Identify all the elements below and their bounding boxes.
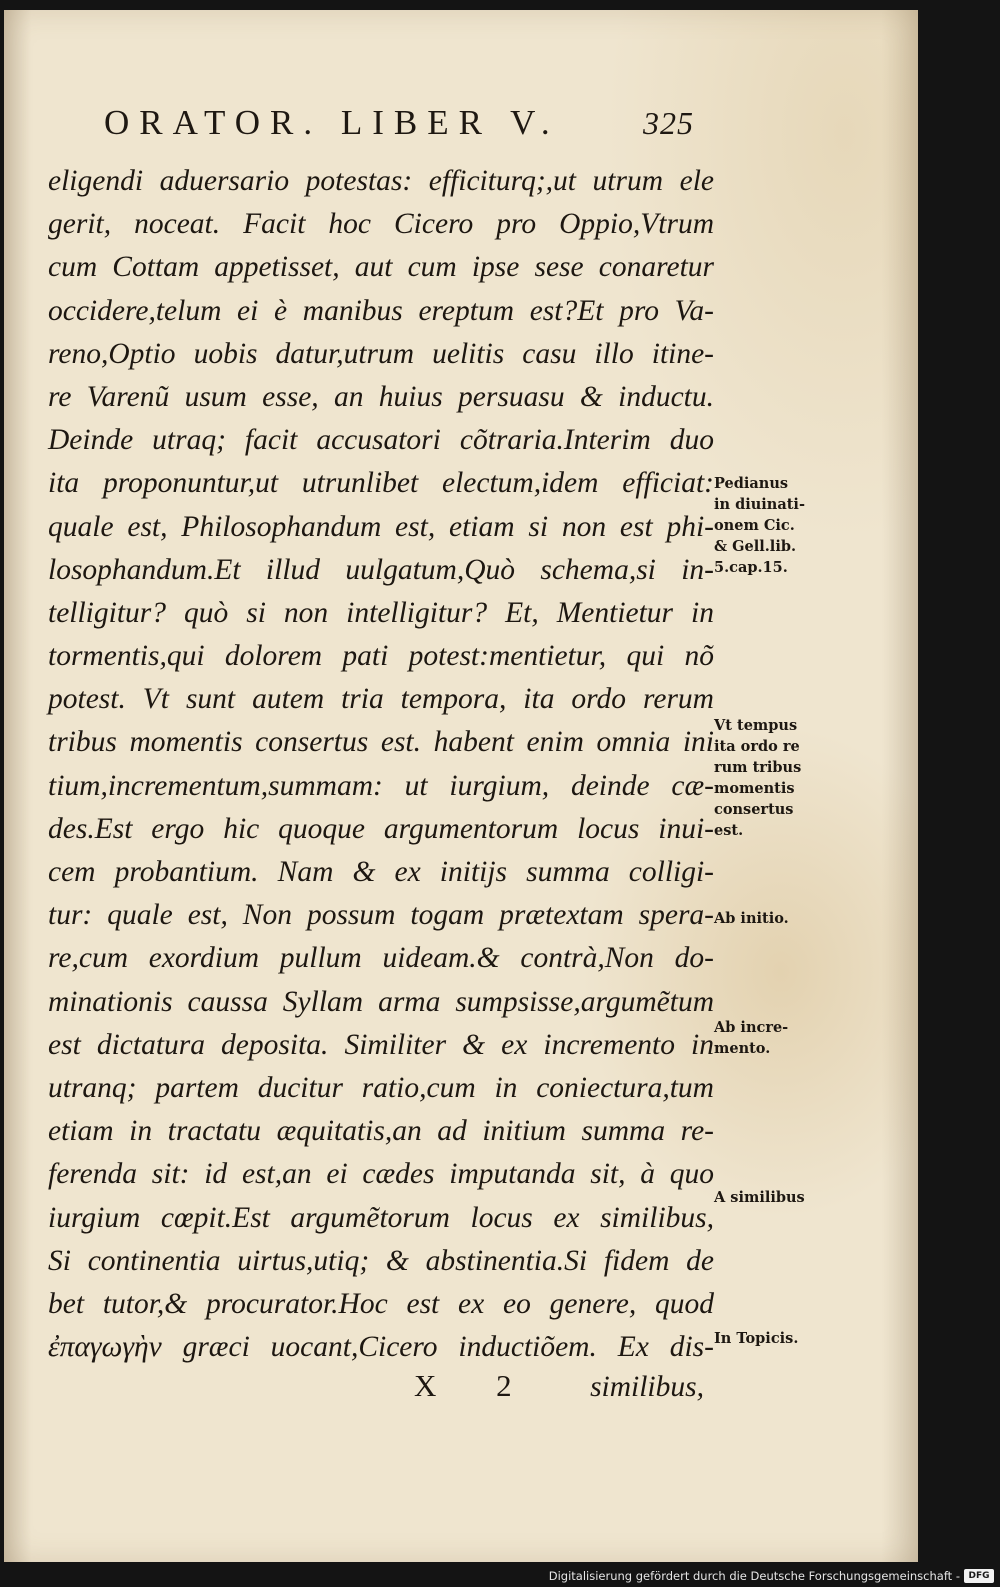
text-line: ita proponuntur,ut utrunlibet electum,idem efficiat: <box>48 467 714 500</box>
page-number: 325 <box>643 105 694 141</box>
text-line: re Varenũ usum esse, an huius persuasu & inductu. <box>48 380 714 413</box>
margin-note-line: A similibus <box>714 1189 805 1206</box>
margin-note-line: ita ordo re <box>714 738 800 755</box>
margin-note-vt-tempus <box>714 715 801 841</box>
margin-note-line: Ab incre- <box>714 1019 789 1036</box>
margin-note-line: in diuinati- <box>714 496 805 513</box>
text-line: potest. Vt sunt autem tria tempora, ita ordo rerum <box>48 683 714 716</box>
margin-note-line: est. <box>714 822 744 839</box>
text-line: ferenda sit: id est,an ei cædes imputanda sit, à quo <box>48 1158 714 1191</box>
text-line: tribus momentis consertus est. habent enim omnia ini <box>48 726 714 759</box>
margin-note-in-topicis <box>714 1328 798 1349</box>
text-line: utranq; partem ducitur ratio,cum in coniectura,tum <box>48 1071 714 1104</box>
margin-note-pedianus <box>714 473 805 578</box>
text-line: reno,Optio uobis datur,utrum uelitis casu illo itine- <box>48 337 714 370</box>
text-line: tur: quale est, Non possum togam prætextam spera- <box>48 899 714 932</box>
margin-note-line: Vt tempus <box>714 717 798 734</box>
margin-note-line: Ab initio. <box>714 910 789 927</box>
margin-note-line: mento. <box>714 1040 771 1057</box>
text-line: des.Est ergo hic quoque argumentorum locus inui- <box>48 812 714 845</box>
margin-note-a-similibus <box>714 1187 805 1208</box>
margin-note-line: momentis <box>714 780 795 797</box>
text-line: tormentis,qui dolorem pati potest:mentietur, qui nõ <box>48 640 714 673</box>
text-line: occidere,telum ei è manibus ereptum est?Et pro Va- <box>48 294 714 327</box>
margin-note-ab-initio <box>714 908 789 929</box>
text-line: Deinde utraq; facit accusatori cõtraria.Interim duo <box>48 424 714 457</box>
margin-note-line: consertus <box>714 801 794 818</box>
text-line: cum Cottam appetisset, aut cum ipse sese conaretur <box>48 251 714 284</box>
margin-note-line: In Topicis. <box>714 1330 799 1347</box>
margin-note-line: & Gell.lib. <box>714 538 797 555</box>
margin-note-ab-incremento <box>714 1017 788 1059</box>
footer-credit <box>549 1569 994 1583</box>
text-line: eligendi aduersario potestas: efficiturq;,ut utrum ele <box>48 165 714 197</box>
margin-note-line: Pedianus <box>714 475 789 492</box>
catchword: similibus, <box>590 1371 704 1403</box>
text-line: iurgium cœpit.Est argumẽtorum locus ex similibus, <box>48 1201 714 1234</box>
text-line: est dictatura deposita. Similiter & ex incremento in <box>48 1028 714 1061</box>
book-page <box>4 10 918 1562</box>
text-line: etiam in tractatu æquitatis,an ad initium summa re- <box>48 1115 714 1148</box>
text-line: Si continentia uirtus,utiq; & abstinentia.Si fidem de <box>48 1244 714 1277</box>
text-line: tium,incrementum,summam: ut iurgium, deinde cæ- <box>48 769 714 802</box>
text-line: gerit, noceat. Facit hoc Cicero pro Oppio,Vtrum <box>48 208 714 241</box>
signature-mark: X 2 <box>414 1368 538 1403</box>
running-head <box>104 103 694 143</box>
text-line: losophandum.Et illud uulgatum,Quò schema,si in- <box>48 553 714 586</box>
text-line: re,cum exordium pullum uideam.& contrà,Non do- <box>48 942 714 975</box>
text-line: bet tutor,& procurator.Hoc est ex eo genere, quod <box>48 1287 714 1320</box>
text-line: minationis caussa Syllam arma sumpsisse,argumẽtum <box>48 985 714 1018</box>
margin-note-line: rum tribus <box>714 759 802 776</box>
text-line: telligitur? quò si non intelligitur? Et, Mentietur in <box>48 596 714 629</box>
catchword-line <box>414 1368 704 1404</box>
body-text <box>48 160 714 1369</box>
dfg-logo-icon: DFG <box>964 1569 994 1583</box>
footer-credit-text: Digitalisierung gefördert durch die Deutsche Forschungsgemeinschaft - <box>548 1569 960 1583</box>
margin-note-line: onem Cic. <box>714 517 795 534</box>
text-line: cem probantium. Nam & ex initijs summa colligi- <box>48 856 714 888</box>
margin-note-line: 5.cap.15. <box>714 559 788 576</box>
text-line: ἐπαγωγὴν græci uocant,Cicero inductiõem. Ex dis- <box>48 1331 714 1364</box>
running-head-title: ORATOR. LIBER V. <box>104 103 560 142</box>
text-line: quale est, Philosophandum est, etiam si non est phi- <box>48 510 714 543</box>
